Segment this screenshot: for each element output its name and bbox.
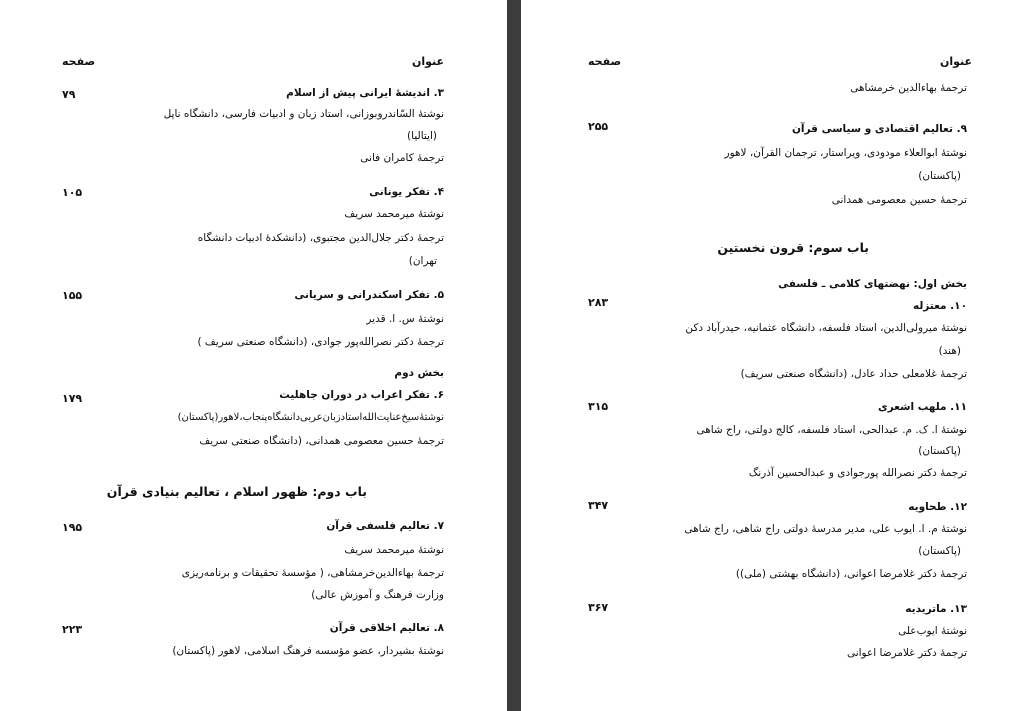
entry-translator: ترجمهٔ کامران فانی xyxy=(360,152,444,164)
entry-title: ۱۱. ملهب اشعری xyxy=(878,401,967,413)
entry-title: ۷. تعالیم فلسفی قرآن xyxy=(326,520,444,532)
entry-author-cont: (پاکستان) xyxy=(918,445,961,457)
page-column-header: صفحه xyxy=(588,55,622,68)
page-number: ۱۹۵ xyxy=(62,521,83,534)
entry-translator: ترجمهٔ حسین معصومی همدانی xyxy=(831,194,967,206)
page-number: ۳۴۷ xyxy=(588,499,609,512)
entry-title: ۹. تعالیم اقتصادی و سیاسی قرآن xyxy=(791,123,967,135)
entry-author-cont: (هند) xyxy=(938,345,961,357)
entry-title: ۶. تفکر اعراب در دوران جاهلیت xyxy=(279,389,444,401)
entry-title: ۸. تعالیم اخلاقی قرآن xyxy=(329,622,444,634)
entry-author-cont: (ایتالیا) xyxy=(407,130,437,142)
title-column-header: عنوان xyxy=(939,55,972,68)
entry-translator: ترجمهٔ غلامعلی حداد عادل، (دانشگاه صنعتی سریف) xyxy=(740,368,967,380)
page-number: ۱۰۵ xyxy=(62,186,83,199)
book-gutter xyxy=(507,0,521,711)
page-number: ۱۷۹ xyxy=(62,392,83,405)
entry-author: نوشتهٔ میرمحمد سریف xyxy=(344,544,444,556)
entry-author: نوشتهٔ میرمحمد سریف xyxy=(344,208,444,220)
entry-translator: ترجمهٔ دکتر جلال‌الدین مجتبوی، (دانشکدهٔ ادبیات دانشگاه xyxy=(197,232,444,244)
entry-translator: ترجمهٔ دکتر نصرالله‌پور جوادی، (دانشگاه صنعتی سریف ) xyxy=(197,336,444,348)
chapter-heading: باب سوم: قرون نخستین xyxy=(717,240,869,255)
entry-translator: ترجمهٔ دکتر غلامرضا اعوانی، (دانشگاه بهشتی (ملی)) xyxy=(735,568,967,580)
entry-author: نوشتهٔ ا. ک. م. عبدالحی، استاد فلسفه، کالج دولتی، راج شاهی xyxy=(696,424,967,436)
page-number: ۲۵۵ xyxy=(588,120,609,133)
entry-author: نوشتهٔ السّاندروبوزانی، استاد زبان و ادبیات فارسی، دانشگاه ناپل xyxy=(163,108,444,120)
entry-author: نوشتهٔ س. ا. قدیر xyxy=(366,313,444,325)
entry-translator-cont: وزارت فرهنگ و آموزش عالی) xyxy=(311,589,444,601)
page-number: ۷۹ xyxy=(62,88,76,101)
page-number: ۱۵۵ xyxy=(62,289,83,302)
page-number: ۲۸۳ xyxy=(588,296,609,309)
page-number: ۳۱۵ xyxy=(588,400,609,413)
page-number: ۲۲۳ xyxy=(62,623,83,636)
entry-title: ۴. تفکر یونانی xyxy=(369,186,444,198)
entry-author: نوشتهٔ م. ا. ایوب علی، مدیر مدرسهٔ دولتی راج شاهی، راج شاهی xyxy=(684,523,967,535)
entry-translator: ترجمهٔ بهاءالدین خرمشاهی xyxy=(850,82,967,94)
entry-translator: ترجمهٔ دکتر غلامرضا اعوانی xyxy=(846,647,967,659)
entry-translator-cont: تهران) xyxy=(408,255,437,267)
left-page xyxy=(0,0,507,711)
entry-author: نوشتهٔ‌سیخ‌عنایت‌الله‌استاد‌زبان‌عربی‌دانشگاه‌پنجاب‌،لاهور(پاکستان) xyxy=(177,412,444,423)
part-heading: بخش دوم xyxy=(394,367,444,379)
entry-title: ۱۲. طحاویه xyxy=(908,501,967,513)
part-heading: بخش اول: نهضتهای کلامی ـ فلسفی xyxy=(778,278,967,290)
page-column-header: صفحه xyxy=(62,55,96,68)
entry-translator: ترجمهٔ دکتر نصرالله پورجوادی و عبدالحسین آذرنگ xyxy=(748,467,967,479)
page-number: ۳۶۷ xyxy=(588,601,609,614)
entry-author-cont: (پاکستان) xyxy=(918,170,961,182)
entry-author: نوشتهٔ بشیردار، عضو مؤسسه فرهنگ اسلامی، لاهور (پاکستان) xyxy=(172,645,444,657)
entry-author: نوشتهٔ ایوب‌علی xyxy=(898,625,967,637)
entry-title: ۱۰. معتزله xyxy=(912,300,967,312)
chapter-heading: باب دوم: ظهور اسلام ، تعالیم بنیادی قرآن xyxy=(106,484,367,499)
entry-author: نوشتهٔ ابوالعلاء مودودی، ویراستار، ترجمان القرآن، لاهور xyxy=(724,147,967,159)
entry-author-cont: (پاکستان) xyxy=(918,545,961,557)
entry-title: ۵. تفکر اسکندرانی و سریانی xyxy=(294,289,444,301)
right-page xyxy=(521,0,1024,711)
entry-author: نوشتهٔ میرولی‌الدین، استاد فلسفه، دانشگاه عثمانیه، حیدرآباد دکن xyxy=(685,322,967,334)
entry-title: ۱۳. ماتریدیه xyxy=(905,603,967,615)
entry-translator: ترجمهٔ حسین معصومی همدانی، (دانشگاه صنعتی سریف xyxy=(199,435,444,447)
entry-translator: ترجمهٔ بهاءالدین‌خرمشاهی، ( مؤسسهٔ تحقیقات و برنامه‌ریزی xyxy=(181,567,444,579)
entry-title: ۳. اندیشهٔ ایرانی پیش از اسلام xyxy=(286,87,444,99)
title-column-header: عنوان xyxy=(411,55,444,68)
